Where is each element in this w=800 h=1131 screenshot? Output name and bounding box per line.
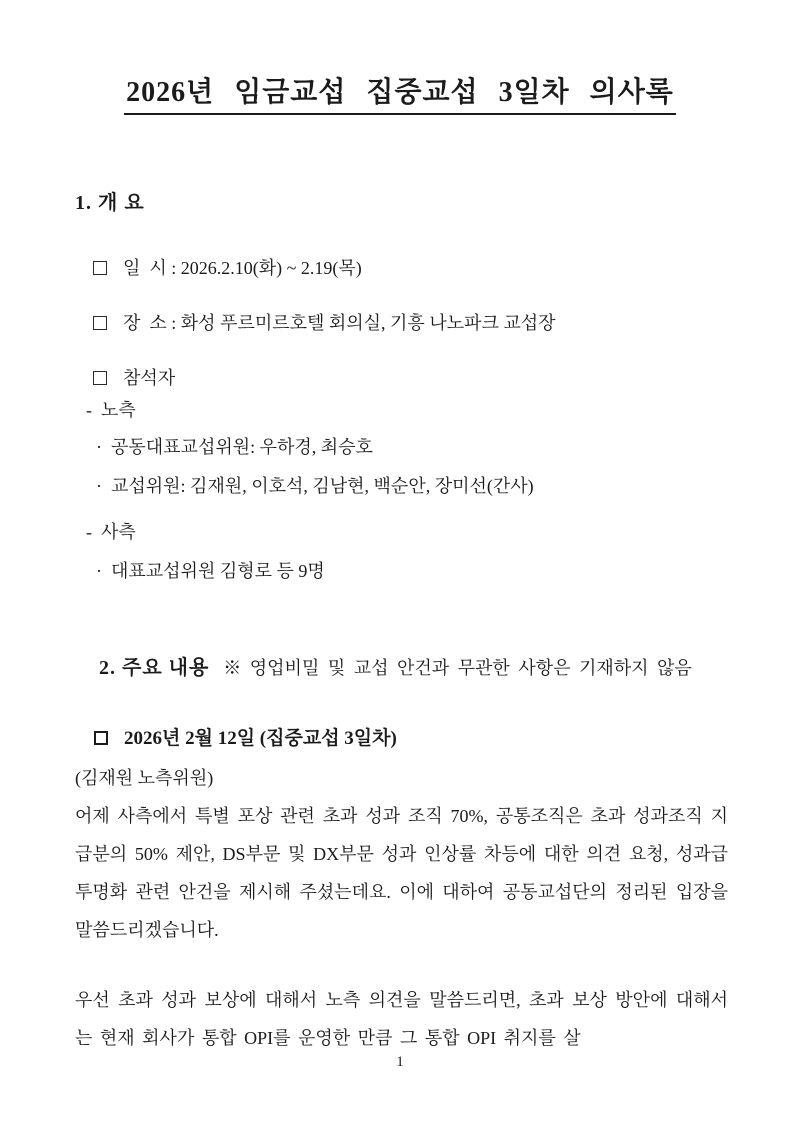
confidentiality-note: ※ 영업비밀 및 교섭 안건과 무관한 사항은 기재하지 않음 (223, 658, 692, 678)
dot-bullet: · (96, 476, 102, 496)
dash-bullet: - (86, 522, 92, 542)
paragraph-1: 어제 사측에서 특별 포상 관련 초과 성과 조직 70%, 공통조직은 초과 성과조직 지급분의 50% 제안, DS부문 및 DX부문 성과 인상률 차등에 대한 의견 요청, 성과급 투명화 관련 안건을 제시해 주셨는데요. 이에 대하여 공동교섭단의 정리된 입장을 말씀드리겠습니다. (75, 806, 728, 940)
labor-negotiators (96, 472, 749, 498)
square-bullet-icon (94, 731, 108, 745)
dash-bullet: - (86, 400, 92, 420)
company-representatives-text: 대표교섭위원 김형로 등 9명 (111, 561, 325, 581)
document-title: 2026년 임금교섭 집중교섭 3일차 의사록 (124, 70, 676, 115)
dot-bullet: · (96, 561, 102, 581)
session-date-text: 2026년 2월 12일 (집중교섭 3일차) (124, 728, 397, 749)
labor-side-text: 노측 (101, 400, 136, 420)
paragraph-2: 우선 초과 성과 보상에 대해서 노측 의견을 말씀드리면, 초과 보상 방안에 대해서는 현재 회사가 통합 OPI를 운영한 만큼 그 통합 OPI 취지를 살 (75, 990, 728, 1048)
attendees-text: 참석자 (123, 368, 176, 388)
company-side-text: 사측 (101, 522, 136, 542)
section-1-heading: 1. 개 요 (75, 192, 145, 214)
document-title-wrap (0, 70, 800, 115)
meeting-date-text: 일 시 : 2026.2.10(화) ~ 2.19(목) (123, 258, 362, 278)
square-bullet-icon (93, 316, 107, 330)
labor-co-representatives (96, 433, 749, 459)
venue-text: 장 소 : 화성 푸르미르호텔 회의실, 기흥 나노파크 교섭장 (123, 313, 556, 333)
company-side-label (86, 518, 739, 544)
labor-side-label (86, 396, 739, 422)
labor-negotiators-text: 교섭위원: 김재원, 이호석, 김남현, 백순안, 장미선(간사) (111, 476, 534, 496)
section-2-heading: 2. 주요 내용 (99, 657, 210, 679)
labor-co-representatives-text: 공동대표교섭위원: 우하경, 최승호 (111, 437, 373, 457)
page-number: 1 (396, 1054, 404, 1070)
speaker-label: (김재원 노측위원) (75, 768, 214, 788)
square-bullet-icon (93, 261, 107, 275)
company-representatives (96, 557, 749, 583)
section-2-heading-row (75, 628, 728, 703)
dot-bullet: · (96, 437, 102, 457)
square-bullet-icon (93, 371, 107, 385)
